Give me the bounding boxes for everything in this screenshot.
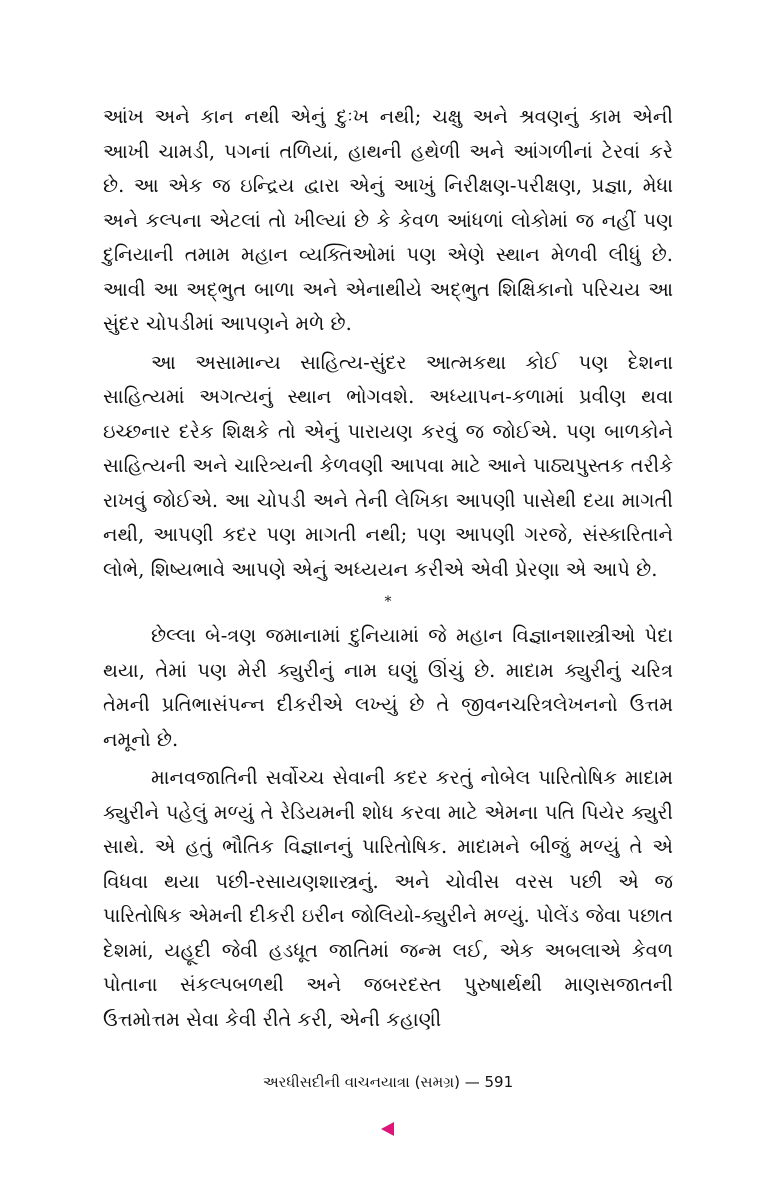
previous-page-arrow-icon[interactable] xyxy=(381,1122,394,1136)
page-footer: અરધીસદીની વાચનયાત્રા (સમગ્ર) — 591 xyxy=(262,1073,514,1091)
paragraph-2: આ અસામાન્ય સાહિત્ય-સુંદર આત્મકથા કોઈ પણ દેશના સાહિત્યમાં અગત્યનું સ્થાન ભોગવશે. અધ્યાપન-કળામાં પ્રવીણ થવા ઇચ્છનાર દરેક શિક્ષકે તો એનું પારાયણ કરવું જ જોઈએ. પણ બાળકોને સાહિત્યની અને ચારિત્ર્યની કેળવણી આપવા માટે આને પાઠ્યપુસ્તક તરીકે રાખવું જોઈએ. આ ચોપડી અને તેની લેખિકા આપણી પાસેથી દયા માગતી નથી, આપણી કદર પણ માગતી નથી; પણ આપણી ગરજે, સંસ્કારિતાને લોભે, શિષ્યભાવે આપણે એનું અધ્યયન કરીએ એવી પ્રેરણા એ આપે છે. xyxy=(103,350,673,581)
paragraph-4: માનવજાતિની સર્વોચ્ચ સેવાની કદર કરતું નોબેલ પારિતોષિક માદામ ક્યુરીને પહેલું મળ્યું તે રેડિયમની શોધ કરવા માટે એમના પતિ પિયેર ક્યુરી સાથે. એ હતું ભૌતિક વિજ્ઞાનનું પારિતોષિક. માદામને બીજું મળ્યું તે એ વિધવા થયા પછી-રસાયણશાસ્ત્રનું. અને ચોવીસ વરસ પછી એ જ પારિતોષિક એમની દીકરી ઇરીન જોલિયો-ક્યુરીને મળ્યું. પોલેંડ જેવા પછાત દેશમાં, યહૂદી જેવી હડધૂત જાતિમાં જન્મ લઈ, એક અબલાએ કેવળ પોતાના સંકલ્પબળથી અને જબરદસ્ત પુરુષાર્થથી માણસજાતની ઉત્તમોત્તમ સેવા કેવી રીતે કરી, એની કહાણી xyxy=(103,766,673,1031)
paragraph-3: છેલ્લા બે-ત્રણ જમાનામાં દુનિયામાં જે મહાન વિજ્ઞાનશાસ્ત્રીઓ પેદા થયા, તેમાં પણ મેરી ક્યુરીનું નામ ઘણું ઊંચું છે. માદામ ક્યુરીનું ચરિત્ર તેમની પ્રતિભાસંપન્ન દીકરીએ લખ્યું છે તે જીવનચરિત્રલેખનનો ઉત્તમ નમૂનો છે. xyxy=(103,624,673,751)
section-separator: * xyxy=(384,594,392,610)
paragraph-1: આંખ અને કાન નથી એનું દુઃખ નથી; ચક્ષુ અને શ્રવણનું કામ એની આખી ચામડી, પગનાં તળિયાં, હાથની હથેળી અને આંગળીનાં ટેરવાં કરે છે. આ એક જ ઇન્દ્રિય દ્વારા એનું આખું નિરીક્ષણ-પરીક્ષણ, પ્રજ્ઞા, મેધા અને કલ્પના એટલાં તો ખીલ્યાં છે કે કેવળ આંધળાં લોકોમાં જ નહીં પણ દુનિયાની તમામ મહાન વ્યક્તિઓમાં પણ એણે સ્થાન મેળવી લીધું છે. આવી આ અદ્ભુત બાળા અને એનાથીયે અદ્ભુત શિક્ષિકાનો પરિચય આ સુંદર ચોપડીમાં આપણને મળે છે. xyxy=(103,105,673,335)
page-body xyxy=(103,100,673,1037)
